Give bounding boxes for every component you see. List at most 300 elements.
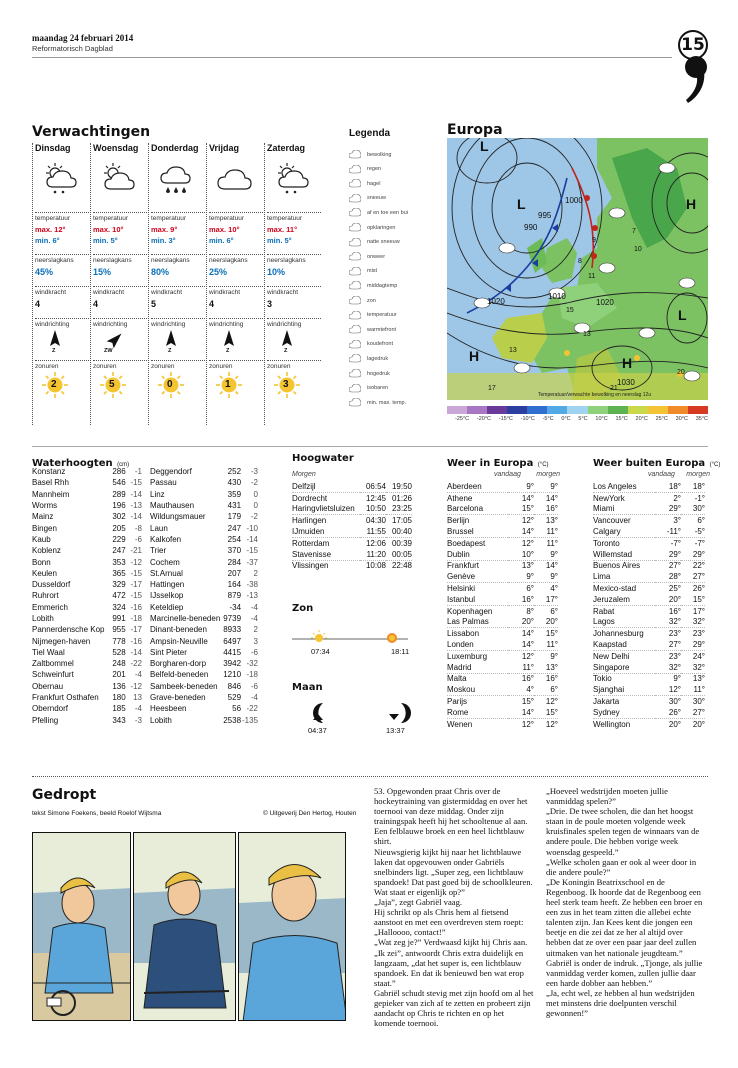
- table-row: [593, 605, 705, 616]
- waterhoogten-table-left: [32, 466, 142, 726]
- wind-dir-label: windrichting: [267, 318, 321, 328]
- row-label: Wellington: [593, 719, 631, 729]
- row-value: -1: [134, 467, 142, 477]
- row-label: Konstanz: [32, 467, 66, 477]
- table-row: [150, 489, 258, 500]
- table-row: [32, 635, 142, 646]
- row-value: 201: [112, 670, 126, 680]
- row-label: Bingen: [32, 523, 57, 533]
- row-value: -4: [250, 614, 258, 623]
- wind-label: windkracht: [35, 286, 89, 296]
- temp-max: max. 10°: [93, 225, 124, 234]
- row-value: 329: [112, 580, 126, 590]
- moonrise-time: 04:37: [308, 726, 327, 735]
- table-row: [32, 545, 142, 556]
- legend-item: [349, 281, 397, 290]
- legend-item: [349, 179, 380, 188]
- row-value: 359: [227, 489, 242, 499]
- row-label: Schweinfurt: [32, 670, 74, 680]
- row-label: Jakarta: [593, 697, 620, 707]
- legend-symbol-icon: [349, 398, 361, 407]
- rain-label: neerslagkans: [35, 254, 89, 264]
- table-row: [447, 639, 558, 650]
- row-value: -15: [246, 546, 258, 556]
- legend-symbol-icon: [349, 179, 361, 188]
- wind-direction-icon: [93, 330, 133, 356]
- row-value: 00:40: [391, 527, 412, 537]
- comic-title: Gedropt: [32, 787, 97, 803]
- scale-swatch: [447, 406, 467, 414]
- table-row: [32, 534, 142, 545]
- table-row: [593, 560, 705, 571]
- table-row: [150, 511, 258, 522]
- row-label: Frankfurt: [447, 561, 480, 571]
- row-value: 23°: [692, 629, 705, 639]
- legend-item: [349, 369, 390, 378]
- row-value: 11°: [546, 640, 558, 650]
- row-value: 17°: [545, 594, 558, 604]
- row-label: Helsinki: [447, 584, 476, 594]
- row-value: 248: [112, 659, 126, 669]
- temp-max: max. 10°: [209, 225, 240, 234]
- row-label: Zaltbommel: [32, 659, 74, 669]
- row-label: Luxemburg: [447, 651, 488, 661]
- sun-hours: 5: [109, 379, 115, 390]
- scale-swatch: [668, 406, 688, 414]
- scale-label: -25°C: [455, 416, 470, 422]
- pressure-center-label: L: [517, 196, 526, 212]
- row-value: -4: [134, 670, 142, 680]
- legend-label: temperatuur: [367, 312, 397, 319]
- table-row: [150, 568, 258, 579]
- sun-cloud-rain-icon: [41, 161, 81, 197]
- row-label: Basel Rhh: [32, 478, 69, 488]
- table-row: [593, 549, 705, 560]
- row-value: 23:25: [391, 504, 412, 514]
- row-value: 9°: [550, 651, 558, 661]
- sun-label: zonuren: [209, 360, 263, 370]
- row-value: 11°: [546, 527, 558, 537]
- wind-arrow-wrap: [209, 330, 249, 356]
- row-value: 30°: [692, 697, 705, 707]
- row-value: 24°: [692, 651, 705, 661]
- row-value: 04:30: [365, 516, 386, 526]
- table-row: [447, 549, 558, 560]
- row-label: Frankfurt Osthafen: [32, 693, 99, 703]
- table-row: [150, 556, 258, 567]
- sun-label: zonuren: [35, 360, 89, 370]
- row-value: -2: [250, 512, 258, 522]
- wind-force: 4: [209, 299, 215, 309]
- legend-symbol-icon: [349, 369, 361, 378]
- moonset-icon: [401, 703, 411, 723]
- sun-hours: 3: [283, 379, 289, 390]
- row-value: -4: [250, 693, 258, 703]
- wind-force: 4: [35, 299, 41, 309]
- legend-item: [349, 208, 408, 217]
- row-label: Lobith: [150, 715, 172, 725]
- table-row: [150, 692, 258, 703]
- story-column-2: „Hoeveel wedstrijden moeten jullie vanmiddag spelen?” „Drie. De twee scholen, die dan het hoogst staan in de poule moeten volgende week kruisfinales spelen tegen de winnaars van de andere poule. Die hebben vorige week woensdag gespeeld.” „Welke scholen gaan er ook al weer door in die andere poule?” „De Koningin Beatrixschool en de Regenboog. Ik hoorde dat de Regenboog een heel sterk team heeft. Ze hebben een broer en een zus in het team zitten die allebei echte talenten zijn. Jan Kees kent die jongen een beetje en die zei dat ze her al altijd over hebben dat ze over een paar jaar deel zullen uitmaken van het nationale jeugdteam.” Gabriël is onder de indruk. „Tjonge, als jullie vanmiddag verder komen, zullen jullie daar een harde dobber aan hebben.” „Ja, echt wel, ze hebben al hun wedstrijden met minstens drie doelpunten verschil gewonnen!”: [546, 786, 703, 1019]
- table-row: [150, 590, 258, 601]
- row-value: 12°: [521, 719, 534, 729]
- legend-label: warmtefront: [367, 326, 397, 333]
- row-value: -14: [130, 512, 142, 522]
- table-row: [447, 526, 558, 537]
- hoogwater-table: [292, 481, 412, 571]
- col-morgen: morgen: [686, 471, 710, 478]
- legend-item: [349, 311, 397, 320]
- row-value: 289: [112, 489, 126, 499]
- row-value: 528: [112, 647, 126, 657]
- row-value: 32°: [692, 617, 705, 627]
- weer-buiten-col-heads: [648, 471, 710, 478]
- weer-buiten-title: Weer buiten Europa: [593, 458, 706, 469]
- map-value-label: 995: [538, 211, 552, 220]
- row-label: Tiel Waal: [32, 647, 65, 657]
- row-value: 136: [112, 681, 126, 691]
- row-value: 9°: [550, 549, 558, 559]
- weer-europa-unit: (°C): [537, 462, 549, 468]
- pressure-center-label: H: [686, 196, 697, 212]
- row-value: -21: [130, 546, 142, 556]
- row-value: 32°: [668, 662, 681, 672]
- rain-chance: 15%: [93, 267, 112, 277]
- row-value: 26°: [668, 707, 681, 717]
- row-value: 4415: [223, 647, 242, 657]
- table-row: [150, 545, 258, 556]
- table-row: [593, 650, 705, 661]
- row-label: Passau: [150, 478, 177, 488]
- sun-hours: 0: [167, 379, 173, 390]
- legend-label: middagtemp: [367, 282, 398, 289]
- row-value: 19:50: [391, 481, 412, 491]
- row-value: 29°: [668, 504, 681, 514]
- legend-item: [349, 398, 406, 407]
- row-value: -3: [134, 715, 142, 725]
- scale-swatch: [487, 406, 507, 414]
- rain-chance: 10%: [267, 267, 286, 277]
- sun-timeline: [292, 628, 408, 644]
- row-label: Toronto: [593, 538, 620, 548]
- row-value: 229: [112, 534, 126, 544]
- row-label: Sint Pieter: [150, 647, 187, 657]
- row-label: Kalkofen: [150, 534, 182, 544]
- row-value: 20°: [692, 719, 705, 729]
- table-row: [447, 605, 558, 616]
- row-label: Kopenhagen: [447, 606, 493, 616]
- table-row: [447, 515, 558, 526]
- row-value: 2°: [673, 493, 681, 503]
- scale-label: -15°C: [498, 416, 513, 422]
- europe-title: Europa: [447, 122, 503, 138]
- row-value: 10°: [521, 549, 534, 559]
- temperature-scale-bar: [447, 406, 708, 414]
- weer-buiten-title-wrap: [593, 453, 720, 471]
- legend-label: min. max. temp.: [367, 399, 407, 406]
- sun-hours-badge: [35, 372, 75, 398]
- row-value: 20°: [668, 719, 681, 729]
- table-row: [292, 560, 412, 571]
- legend-item: [349, 354, 388, 363]
- cloud-icon: [215, 161, 255, 197]
- row-label: Londen: [447, 640, 474, 650]
- row-value: -13: [246, 591, 258, 601]
- weer-europa-title-wrap: [447, 453, 549, 471]
- table-row: [32, 489, 142, 500]
- row-label: Willemstad: [593, 549, 633, 559]
- hoogwater-title: Hoogwater: [292, 453, 354, 464]
- scale-label: 30°C: [675, 416, 688, 422]
- comic-divider: [32, 776, 708, 777]
- row-value: -8: [134, 523, 142, 533]
- row-label: Calgary: [593, 527, 621, 537]
- sunrise-icon: [311, 630, 327, 642]
- rain-chance: 25%: [209, 267, 228, 277]
- legend-title: Legenda: [349, 128, 391, 139]
- row-label: Pfelling: [32, 715, 59, 725]
- table-row: [32, 647, 142, 658]
- row-value: 22°: [692, 561, 705, 571]
- sun-cloud-icon: [99, 161, 139, 197]
- temp-min: min. 5°: [93, 236, 118, 245]
- row-value: 9°: [550, 572, 558, 582]
- row-label: Obernau: [32, 681, 64, 691]
- zon-title: Zon: [292, 603, 314, 614]
- row-value: -18: [130, 614, 142, 623]
- row-value: 343: [112, 715, 126, 725]
- table-row: [32, 669, 142, 680]
- table-row: [447, 537, 558, 548]
- table-row: [447, 696, 558, 707]
- temp-min: min. 5°: [267, 236, 292, 245]
- row-value: 365: [112, 568, 126, 578]
- row-label: Haringvlietsluizen: [292, 504, 355, 514]
- table-row: [593, 515, 705, 526]
- map-value-label: 11: [588, 273, 596, 280]
- row-value: 8933: [223, 625, 242, 635]
- legend-label: zon: [367, 297, 376, 304]
- temp-label: temperatuur: [267, 212, 321, 222]
- legend-item: [349, 252, 385, 261]
- row-label: Brussel: [447, 527, 474, 537]
- legend-symbol-icon: [349, 325, 361, 334]
- pressure-center-label: L: [480, 138, 489, 154]
- table-row: [593, 504, 705, 515]
- row-value: 1210: [223, 670, 242, 680]
- legend-symbol-icon: [349, 208, 361, 217]
- map-value-label: 1030: [617, 378, 635, 387]
- wind-dir-label: windrichting: [209, 318, 263, 328]
- row-label: Oberndorf: [32, 704, 69, 714]
- legend-symbol-icon: [349, 311, 361, 320]
- edition-date: maandag 24 februari 2014: [32, 33, 134, 43]
- row-value: -14: [130, 489, 142, 499]
- scale-swatch: [688, 406, 708, 414]
- wind-arrow-wrap: [93, 330, 133, 356]
- scale-swatch: [608, 406, 628, 414]
- sun-hours-badge: [267, 372, 307, 398]
- table-row: [32, 715, 142, 726]
- row-label: Heesbeen: [150, 704, 187, 714]
- legend-label: mist: [367, 268, 378, 275]
- row-label: Harlingen: [292, 516, 327, 526]
- row-label: Barcelona: [447, 504, 484, 514]
- forecast-day: [90, 143, 147, 425]
- scale-label: 20°C: [635, 416, 648, 422]
- forecast-day: [264, 143, 321, 425]
- temp-max: max. 9°: [151, 225, 178, 234]
- day-name: Donderdag: [151, 143, 199, 153]
- table-row: [150, 669, 258, 680]
- table-row: [292, 492, 412, 503]
- row-value: 12°: [521, 651, 534, 661]
- row-value: 12:45: [365, 493, 386, 503]
- page-number: 15: [678, 30, 708, 60]
- row-value: 778: [112, 636, 126, 646]
- table-row: [32, 477, 142, 488]
- table-row: [447, 571, 558, 582]
- row-value: 284: [227, 557, 242, 567]
- row-label: Miami: [593, 504, 615, 514]
- row-label: Deggendorf: [150, 467, 192, 477]
- table-row: [593, 696, 705, 707]
- map-value-label: 990: [524, 223, 538, 232]
- sun-label: zonuren: [93, 360, 147, 370]
- legend-item: [349, 194, 386, 203]
- row-value: -4: [250, 602, 258, 612]
- table-row: [447, 650, 558, 661]
- row-value: 14°: [521, 527, 534, 537]
- table-row: [150, 703, 258, 714]
- sunset-icon: [387, 633, 397, 643]
- row-value: -18: [246, 670, 258, 680]
- row-label: New Delhi: [593, 651, 630, 661]
- legend-symbol-icon: [349, 296, 361, 305]
- row-value: -15: [130, 568, 142, 578]
- row-value: 11°: [546, 538, 558, 548]
- row-label: IJmuiden: [292, 527, 325, 537]
- legend-item: [349, 238, 400, 247]
- wind-force: 3: [267, 299, 273, 309]
- row-value: 29°: [692, 640, 705, 650]
- row-label: Keteldiep: [150, 602, 184, 612]
- row-label: Moskou: [447, 685, 476, 695]
- scale-swatch: [507, 406, 527, 414]
- row-label: Wenen: [447, 719, 473, 729]
- row-label: Ampsin-Neuville: [150, 636, 208, 646]
- story-column-1: 53. Opgewonden praat Chris over de hockeytraining van gistermiddag en over het toernooi van deze middag. Onder zijn trainingspak heeft hij het schooltenue al aan. Een felblauwe broek en een heel lichtblauw shirt. Nieuwsgierig kijkt hij naar het lichtblauwe laken dat opgevouwen onder Gabriëls snelbinders ligt. „Super zeg, een lichtblauw spandoek! Dat past goed bij de schoolkleuren. Wat staat er eigenlijk op?” „Jaja”, zegt Gabriël vaag. Hij schrikt op als Chris hem al fietsend aanstoot en met een overdreven stem roept: „Halloooo, contact!” „Wat zeg je?” Verdwaasd kijkt hij Chris aan. „Ik zei”, antwoordt Chris extra duidelijk en langzaam, „dat het super is, een lichtblauw spandoek. En dat ik benieuwd ben wat erop staat.” Gabriël schudt stevig met zijn hoofd om al het gepieker van zich af te zetten en probeert zijn aandacht op Chris te richten en op het komende toernooi.: [374, 786, 534, 1029]
- legend-item: [349, 223, 395, 232]
- map-value-label: 13: [509, 347, 517, 354]
- table-row: [150, 681, 258, 692]
- temp-max: max. 12°: [35, 225, 66, 234]
- row-label: Linz: [150, 489, 165, 499]
- row-value: 32°: [668, 617, 681, 627]
- day-name: Zaterdag: [267, 143, 306, 153]
- scale-label: -20°C: [476, 416, 492, 422]
- wind-dir-label: windrichting: [151, 318, 205, 328]
- row-label: Singapore: [593, 662, 630, 672]
- row-value: 6°: [526, 584, 534, 594]
- map-caption: Temperatuur/verwachte bewolking en neerslag 12u: [538, 392, 652, 398]
- row-value: 26°: [692, 584, 705, 594]
- row-value: 4°: [550, 584, 558, 594]
- row-label: Berlijn: [447, 516, 470, 526]
- row-value: 430: [227, 478, 242, 488]
- row-value: -34: [229, 602, 242, 612]
- row-value: 14°: [545, 561, 558, 571]
- row-value: 27°: [668, 640, 681, 650]
- table-row: [593, 617, 705, 628]
- row-label: Kaub: [32, 534, 51, 544]
- row-value: 12°: [521, 538, 534, 548]
- row-value: 15°: [521, 697, 534, 707]
- weer-buiten-unit: (°C): [709, 462, 721, 468]
- table-row: [150, 579, 258, 590]
- row-value: 180: [112, 693, 126, 703]
- row-label: Dublin: [447, 549, 470, 559]
- row-value: 9°: [673, 674, 681, 684]
- legend-item: [349, 296, 376, 305]
- row-value: 879: [227, 591, 242, 601]
- row-label: Hattingen: [150, 580, 185, 590]
- row-label: Pannerdensche Kop: [32, 625, 105, 635]
- row-value: -14: [130, 647, 142, 657]
- legend-item: [349, 267, 377, 276]
- header-divider: [32, 57, 672, 58]
- legend-symbol-icon: [349, 194, 361, 203]
- table-row: [150, 522, 258, 533]
- map-value-label: 17: [488, 385, 496, 392]
- sun-hours: 2: [51, 379, 57, 390]
- row-value: 10:08: [365, 561, 386, 571]
- row-value: 247: [112, 546, 126, 556]
- row-value: 2538: [223, 715, 242, 725]
- forecast-day: [206, 143, 263, 425]
- forecast-day: [32, 143, 89, 425]
- row-value: 32°: [692, 662, 705, 672]
- scale-label: -10°C: [520, 416, 535, 422]
- row-value: 23°: [668, 651, 681, 661]
- table-row: [32, 624, 142, 635]
- row-value: 27°: [668, 561, 681, 571]
- row-label: Trier: [150, 546, 167, 556]
- row-value: 286: [112, 467, 126, 477]
- table-row: [593, 537, 705, 548]
- wind-force: 4: [93, 299, 99, 309]
- row-value: 955: [112, 625, 126, 635]
- row-label: Bonn: [32, 557, 51, 567]
- row-label: Athene: [447, 493, 473, 503]
- row-value: -6: [250, 681, 258, 691]
- comic-copyright: © Uitgeverij Den Hertog, Houten: [263, 810, 357, 817]
- sun-hours-badge: [93, 372, 133, 398]
- row-label: Rotterdam: [292, 538, 330, 548]
- row-label: Mannheim: [32, 489, 70, 499]
- comic-panel-2: [133, 832, 236, 1021]
- row-value: 29°: [692, 549, 705, 559]
- row-value: 185: [112, 704, 126, 714]
- row-value: -4: [134, 704, 142, 714]
- row-value: 12°: [521, 516, 534, 526]
- row-value: 179: [227, 512, 242, 522]
- publication-name: Reformatorisch Dagblad: [32, 44, 113, 53]
- map-value-label: 7: [632, 228, 636, 235]
- wind-label: windkracht: [151, 286, 205, 296]
- row-label: Emmerich: [32, 602, 69, 612]
- table-row: [150, 715, 258, 726]
